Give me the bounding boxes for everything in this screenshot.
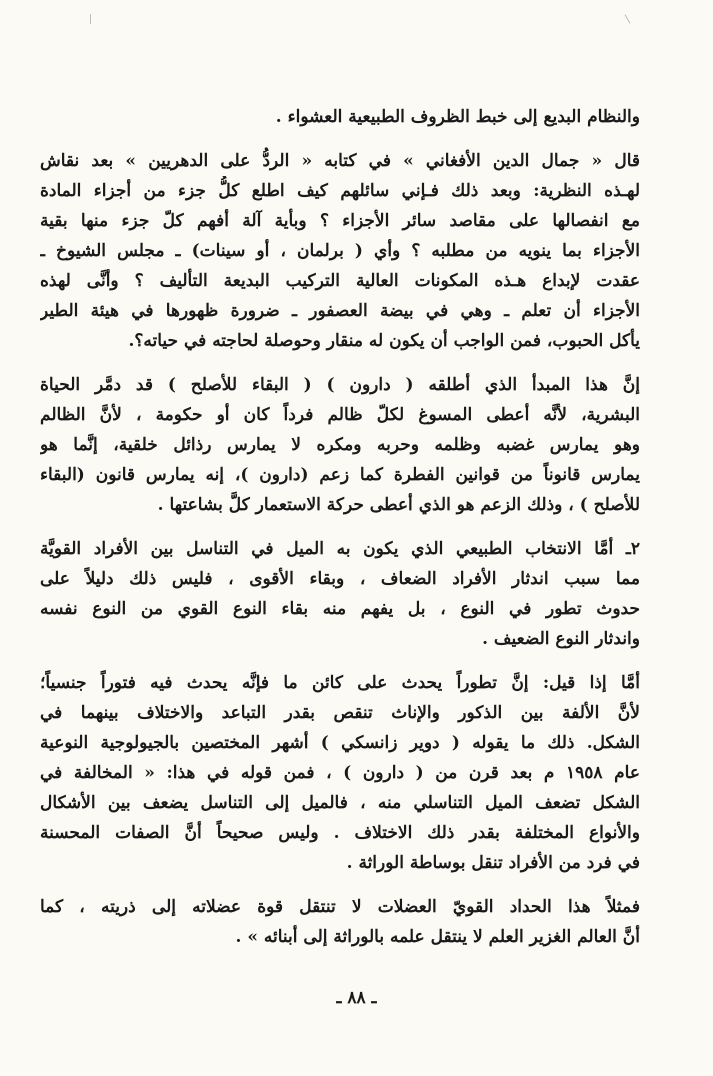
text-line: مع انفصالها على مقاصد سائر الأجزاء ؟ وبأية آلة أفهم كلّ جزء منها بقية <box>40 211 640 231</box>
paragraph-gap <box>40 356 640 370</box>
paragraph-gap <box>40 654 640 668</box>
paragraph-1 <box>40 102 640 132</box>
text-line: لأنَّ الألفة بين الذكور والإناث تنقص بقدر التباعد والاختلاف بينهما في <box>40 703 640 723</box>
text-line: وهو يمارس غضبه وظلمه وحربه ومكره لا يمارس رذائل خلقية، إنَّما هو <box>40 435 640 455</box>
paragraph-4 <box>40 534 640 654</box>
text-line: البشرية، لأنَّه أعطى المسوغ لكلّ ظالم فرداً كان أو حكومة ، لأنَّ الظالم <box>40 405 640 425</box>
text-line: حدوث تطور في النوع ، بل يفهم منه بقاء النوع القوي من النوع نفسه <box>40 599 640 619</box>
paragraph-gap <box>40 132 640 146</box>
text-line: عقدت لإبداع هـذه المكونات العالية التركيب البديعة التأليف ؟ وأنَّى لهذه <box>40 271 640 291</box>
paragraph-2 <box>40 146 640 356</box>
scan-artifact-mark <box>625 14 631 23</box>
text-line: للأصلح ) ، وذلك الزعم هو الذي أعطى حركة الاستعمار كلَّ بشاعتها . <box>157 495 640 515</box>
paragraph-3 <box>40 370 640 520</box>
text-line: الشكل. ذلك ما يقوله ( دوير زانسكي ) أشهر المختصين بالجيولوجية النوعية <box>40 733 640 753</box>
paragraph-gap <box>40 520 640 534</box>
text-line: والنظام البديع إلى خبط الظروف الطبيعية العشواء . <box>275 107 640 127</box>
text-line: ٢ـ أمَّا الانتخاب الطبيعي الذي يكون به الميل في التناسل بين الأفراد القويَّة <box>40 539 640 559</box>
text-line: أمَّا إذا قيل: إنَّ تطوراً يحدث على كائن ما فإنَّه يحدث فيه فتوراً جنسياً؛ <box>40 673 640 693</box>
paragraph-6 <box>40 892 640 952</box>
text-line: والأنواع المختلفة بقدر ذلك الاختلاف . وليس صحيحاً أنَّ الصفات المحسنة <box>40 823 640 843</box>
text-line: الأجزاء أن تعلم ـ وهي في بيضة العصفور ـ ضرورة ظهورها في هيئة الطير <box>40 301 640 321</box>
paragraph-gap <box>40 878 640 892</box>
text-line: إنَّ هذا المبدأ الذي أطلقه ( دارون ) ( البقاء للأصلح ) قد دمَّر الحياة <box>40 375 640 395</box>
text-line: فمثلاً هذا الحداد القويّ العضلات لا تنتقل قوة عضلاته إلى ذريته ، كما <box>40 897 640 917</box>
text-line: الأجزاء بما ينويه من مطلبه ؟ وأي ( برلمان ، أو سينات) ـ مجلس الشيوخ ـ <box>40 241 640 261</box>
text-line: واندثار النوع الضعيف . <box>482 629 640 649</box>
text-line: في فرد من الأفراد تنقل بوساطة الوراثة . <box>346 853 640 873</box>
text-line: عام ١٩٥٨ م بعد قرن من ( دارون ) ، فمن قوله في هذا: « المخالفة في <box>40 763 640 783</box>
text-line: قال « جمال الدين الأفغاني » في كتابه « الردُّ على الدهريين » بعد نقاش <box>40 151 640 171</box>
scan-artifact-mark <box>90 14 91 24</box>
text-line: أنَّ العالم الغزير العلم لا ينتقل علمه بالوراثة إلى أبنائه » . <box>235 927 640 947</box>
text-line: لهـذه النظرية: وبعد ذلك فـإني سائلهم كيف اطلع كلُّ جزء من أجزاء المادة <box>40 181 640 201</box>
body-text <box>40 102 640 952</box>
text-line: مما سبب اندثار الأفراد الضعاف ، وبقاء الأقوى ، فليس ذلك دليلاً على <box>40 569 640 589</box>
page-number: ـ ٨٨ ـ <box>336 988 377 1008</box>
paragraph-5 <box>40 668 640 878</box>
text-line: الشكل تضعف الميل التناسلي منه ، فالميل إلى التناسل يضعف بين الأشكال <box>40 793 640 813</box>
text-line: يمارس قانوناً من قوانين الفطرة كما زعم (دارون )، إنه يمارس قانون (البقاء <box>40 465 640 485</box>
text-line: يأكل الحبوب، فمن الواجب أن يكون له منقار وحوصلة لحاجته في حياته؟. <box>128 331 640 351</box>
